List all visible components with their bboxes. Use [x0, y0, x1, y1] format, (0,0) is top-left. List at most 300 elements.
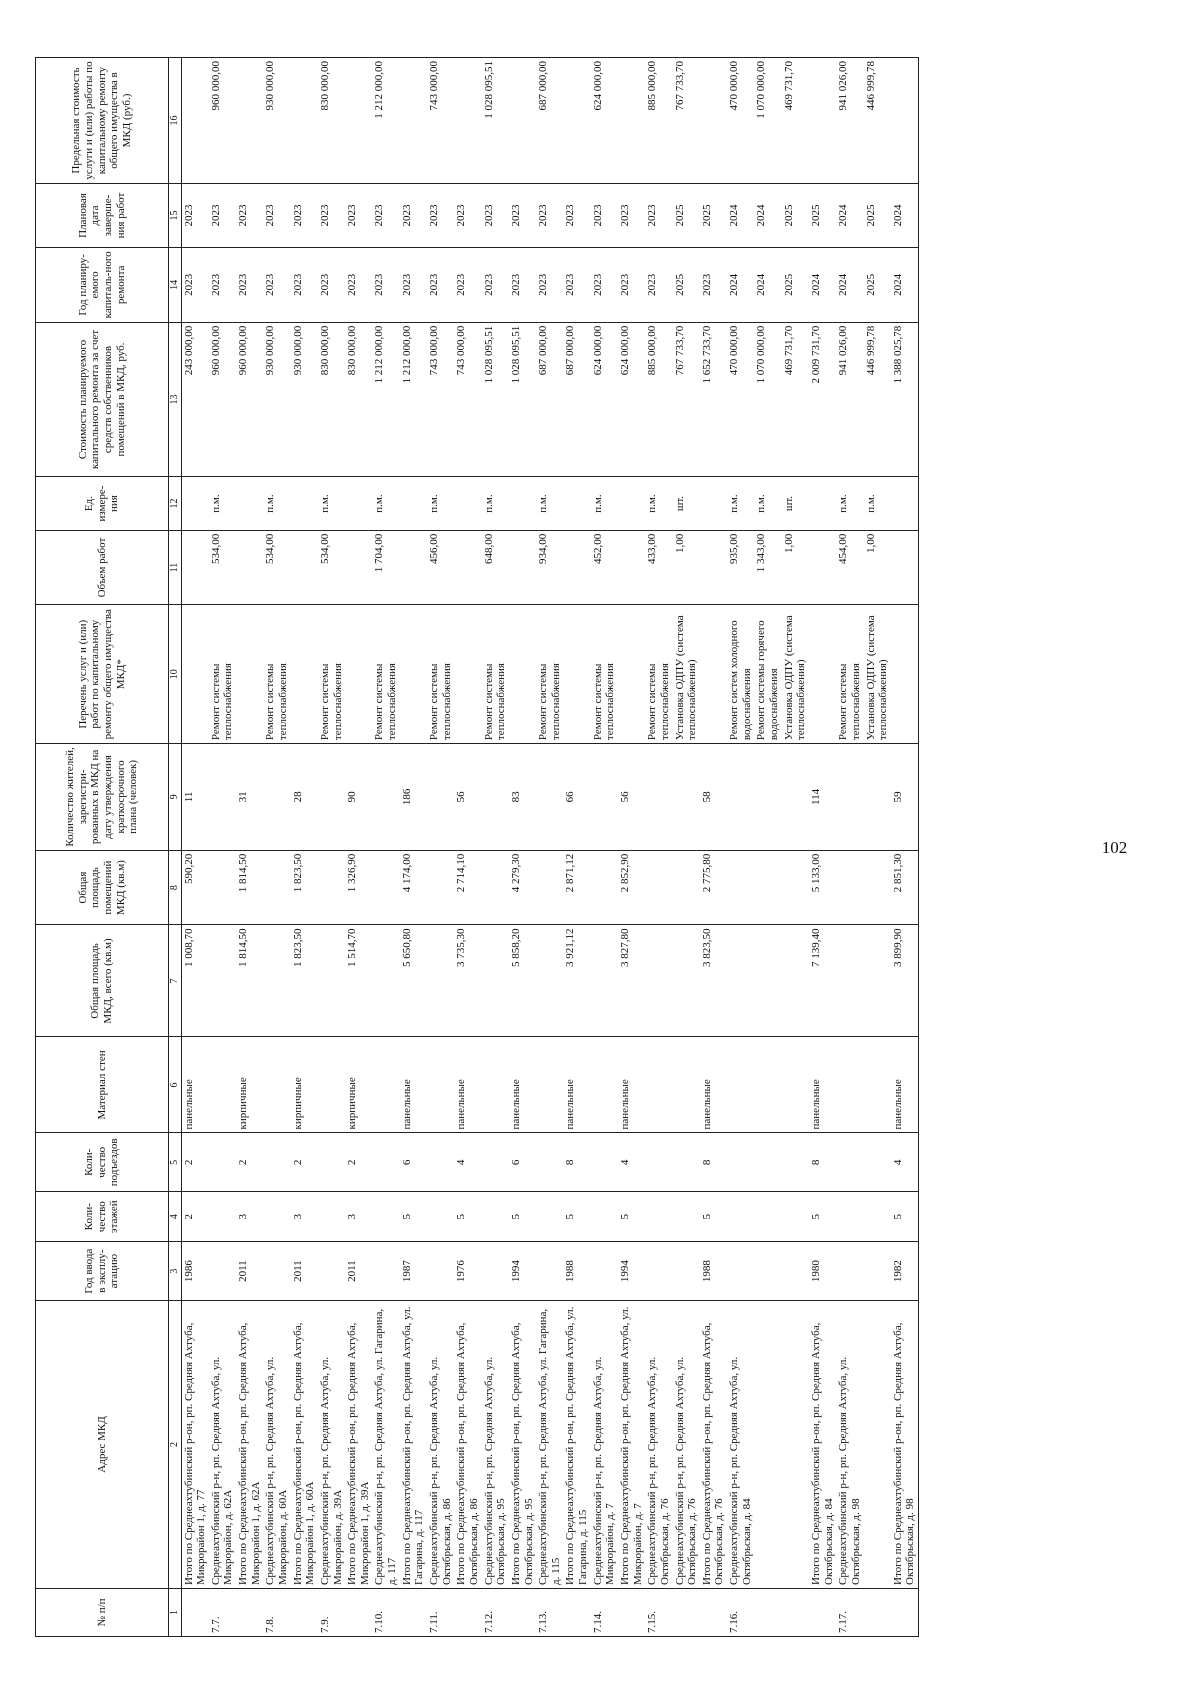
- table-cell: [400, 530, 427, 605]
- table-cell: 687 000,00: [563, 322, 590, 477]
- table-cell: [482, 1037, 509, 1133]
- table-cell: [673, 744, 700, 851]
- table-cell: Итого по Среднеахтубинский р-он, рп. Средняя Ахтуба, ул. Микрорайон, д. 7: [618, 1300, 645, 1588]
- table-cell: [727, 1037, 754, 1133]
- table-cell: [864, 925, 891, 1037]
- table-cell: 2025: [864, 248, 891, 323]
- table-cell: [673, 925, 700, 1037]
- table-cell: [891, 530, 919, 605]
- table-cell: [181, 58, 209, 184]
- table-cell: Итого по Среднеахтубинский р-он, рп. Средняя Ахтуба, Микрорайон 1, д. 62А: [236, 1300, 263, 1588]
- table-cell: 2024: [836, 184, 863, 248]
- table-cell: 1 814,50: [236, 925, 263, 1037]
- table-cell: 4: [891, 1133, 919, 1192]
- table-cell: [782, 925, 809, 1037]
- table-cell: [864, 744, 891, 851]
- table-cell: [427, 925, 454, 1037]
- table-cell: [209, 925, 236, 1037]
- table-cell: п.м.: [372, 477, 399, 530]
- table-cell: 1986: [181, 1242, 209, 1301]
- table-cell: 2023: [263, 248, 290, 323]
- table-cell: Среднеахтубинский р-н, рп. Средняя Ахтуба, ул. Микрорайон, д. 7: [591, 1300, 618, 1588]
- table-cell: 767 733,70: [673, 58, 700, 184]
- table-cell: [263, 1037, 290, 1133]
- table-cell: 5: [700, 1192, 727, 1242]
- table-cell: [591, 744, 618, 851]
- table-cell: 8: [563, 1133, 590, 1192]
- table-cell: панельные: [700, 1037, 727, 1133]
- table-cell: 456,00: [427, 530, 454, 605]
- table-cell: [727, 1133, 754, 1192]
- table-cell: 7.8.: [263, 1589, 290, 1637]
- table-cell: п.м.: [864, 477, 891, 530]
- table-cell: 56: [454, 744, 481, 851]
- table-cell: Среднеахтубинский р-н, рп. Средняя Ахтуба, ул. Микрорайон, д. 39А: [318, 1300, 345, 1588]
- table-row: [700, 58, 727, 1637]
- table-cell: 1 823,50: [291, 850, 318, 925]
- table-cell: [209, 744, 236, 851]
- table-cell: [645, 1242, 672, 1301]
- table-cell: 743 000,00: [427, 58, 454, 184]
- table-cell: [263, 744, 290, 851]
- table-cell: [809, 58, 836, 184]
- column-number: 10: [169, 605, 182, 744]
- table-cell: [864, 850, 891, 925]
- table-cell: кирпичные: [345, 1037, 372, 1133]
- table-cell: 534,00: [263, 530, 290, 605]
- table-cell: [809, 477, 836, 530]
- table-cell: 1 388 025,78: [891, 322, 919, 477]
- table-cell: 2023: [563, 184, 590, 248]
- table-cell: [782, 1133, 809, 1192]
- table-body: [181, 58, 919, 1637]
- table-cell: п.м.: [591, 477, 618, 530]
- table-cell: Ремонт системы горячего водоснабжения: [754, 605, 781, 744]
- table-cell: 590,20: [181, 850, 209, 925]
- table-cell: 58: [700, 744, 727, 851]
- table-cell: [345, 530, 372, 605]
- table-cell: 3: [236, 1192, 263, 1242]
- table-cell: 2024: [836, 248, 863, 323]
- table-cell: 1,00: [782, 530, 809, 605]
- table-cell: 2023: [536, 184, 563, 248]
- table-cell: [318, 925, 345, 1037]
- table-cell: [727, 850, 754, 925]
- table-cell: 2023: [291, 248, 318, 323]
- table-cell: 2: [181, 1133, 209, 1192]
- table-cell: [236, 1589, 263, 1637]
- table-cell: [236, 477, 263, 530]
- table-cell: 7.16.: [727, 1589, 754, 1637]
- column-header: Коли-чество этажей: [36, 1192, 169, 1242]
- page-number: 102: [1101, 838, 1128, 857]
- table-cell: 2025: [673, 248, 700, 323]
- table-cell: 7.9.: [318, 1589, 345, 1637]
- table-cell: 7.7.: [209, 1589, 236, 1637]
- table-cell: 2023: [482, 248, 509, 323]
- table-cell: [891, 1589, 919, 1637]
- table-cell: [454, 530, 481, 605]
- table-cell: Среднеахтубинский р-н, рп. Средняя Ахтуба, ул. Микрорайон, д. 62А: [209, 1300, 236, 1588]
- table-row: [209, 58, 236, 1637]
- table-cell: 2023: [645, 184, 672, 248]
- table-cell: 469 731,70: [782, 58, 809, 184]
- table-cell: [591, 925, 618, 1037]
- table-cell: 3: [291, 1192, 318, 1242]
- table-cell: [209, 850, 236, 925]
- table-cell: 2023: [345, 248, 372, 323]
- table-cell: п.м.: [836, 477, 863, 530]
- table-cell: 6: [509, 1133, 536, 1192]
- table-cell: 2024: [754, 248, 781, 323]
- table-cell: 452,00: [591, 530, 618, 605]
- table-cell: 1 212 000,00: [400, 322, 427, 477]
- table-cell: [427, 1242, 454, 1301]
- table-cell: 1987: [400, 1242, 427, 1301]
- table-cell: [864, 1192, 891, 1242]
- table-cell: 2023: [372, 184, 399, 248]
- table-cell: 2025: [782, 248, 809, 323]
- column-header: Предельная стоимость услуги и (или) работы по капитальному ремонту общего имущества в МКД (руб.): [36, 58, 169, 184]
- table-cell: [263, 925, 290, 1037]
- table-row: [754, 58, 781, 1637]
- column-header: Адрес МКД: [36, 1300, 169, 1588]
- table-cell: Ремонт системы теплоснабжения: [318, 605, 345, 744]
- table-cell: [454, 605, 481, 744]
- table-row: [673, 58, 700, 1637]
- table-cell: [727, 744, 754, 851]
- table-cell: [318, 1133, 345, 1192]
- table-cell: 3 823,50: [700, 925, 727, 1037]
- table-cell: 534,00: [318, 530, 345, 605]
- table-cell: 767 733,70: [673, 322, 700, 477]
- table-cell: 2023: [236, 184, 263, 248]
- table-cell: 1976: [454, 1242, 481, 1301]
- table-cell: Среднеахтубинский р-н, рп. Средняя Ахтуба, ул. Гагарина, д. 117: [372, 1300, 399, 1588]
- table-cell: 2023: [591, 248, 618, 323]
- table-cell: [509, 530, 536, 605]
- table-cell: [836, 925, 863, 1037]
- table-cell: [372, 850, 399, 925]
- table-cell: 2023: [509, 184, 536, 248]
- table-cell: [673, 1242, 700, 1301]
- table-cell: 6: [400, 1133, 427, 1192]
- column-number: 13: [169, 322, 182, 477]
- column-header: Плановая дата заверше-ния работ: [36, 184, 169, 248]
- table-cell: [482, 1133, 509, 1192]
- table-cell: 2023: [482, 184, 509, 248]
- table-cell: 469 731,70: [782, 322, 809, 477]
- table-row: [291, 58, 318, 1637]
- table-cell: [645, 850, 672, 925]
- column-header: Материал стен: [36, 1037, 169, 1133]
- table-cell: [372, 1037, 399, 1133]
- table-cell: 1 070 000,00: [754, 322, 781, 477]
- table-row: [891, 58, 919, 1637]
- table-cell: 1 652 733,70: [700, 322, 727, 477]
- table-cell: Ремонт системы теплоснабжения: [482, 605, 509, 744]
- table-cell: 243 000,00: [181, 322, 209, 477]
- table-cell: 1 070 000,00: [754, 58, 781, 184]
- table-cell: панельные: [400, 1037, 427, 1133]
- table-cell: [563, 58, 590, 184]
- table-cell: 1 823,50: [291, 925, 318, 1037]
- table-cell: Итого по Среднеахтубинский р-он, рп. Средняя Ахтуба, Октябрьская, д. 98: [891, 1300, 919, 1588]
- table-cell: 2: [236, 1133, 263, 1192]
- table-cell: [836, 1133, 863, 1192]
- table-cell: [400, 477, 427, 530]
- table-cell: 935,00: [727, 530, 754, 605]
- table-cell: Итого по Среднеахтубинский р-он, рп. Средняя Ахтуба, Микрорайон 1, д. 77: [181, 1300, 209, 1588]
- table-row: [427, 58, 454, 1637]
- table-cell: [809, 530, 836, 605]
- table-row: [591, 58, 618, 1637]
- table-cell: [509, 605, 536, 744]
- table-cell: [836, 744, 863, 851]
- table-cell: 2023: [318, 184, 345, 248]
- table-cell: [645, 744, 672, 851]
- table-cell: [400, 58, 427, 184]
- table-cell: [236, 605, 263, 744]
- table-cell: [836, 1192, 863, 1242]
- table-cell: [700, 530, 727, 605]
- table-cell: Среднеахтубинский р-н, рп. Средняя Ахтуба, ул. Микрорайон, д. 60А: [263, 1300, 290, 1588]
- table-cell: [645, 1037, 672, 1133]
- table-cell: [181, 1589, 209, 1637]
- table-cell: [673, 850, 700, 925]
- table-cell: [291, 58, 318, 184]
- table-cell: 186: [400, 744, 427, 851]
- table-cell: Ремонт системы теплоснабжения: [372, 605, 399, 744]
- table-cell: [891, 605, 919, 744]
- table-cell: [427, 1037, 454, 1133]
- table-cell: 5: [809, 1192, 836, 1242]
- table-cell: 2 852,90: [618, 850, 645, 925]
- column-header: Общая площадь МКД, всего (кв.м): [36, 925, 169, 1037]
- column-header: Год ввода в эксплу-атацию: [36, 1242, 169, 1301]
- column-number-row: [169, 58, 182, 1637]
- table-cell: Итого по Среднеахтубинский р-он, рп. Средняя Ахтуба, Октябрьская, д. 95: [509, 1300, 536, 1588]
- table-cell: 7.13.: [536, 1589, 563, 1637]
- table-cell: [536, 1037, 563, 1133]
- table-cell: [400, 1589, 427, 1637]
- table-row: [400, 58, 427, 1637]
- table-cell: Ремонт системы теплоснабжения: [536, 605, 563, 744]
- table-cell: панельные: [509, 1037, 536, 1133]
- table-cell: 2025: [700, 184, 727, 248]
- table-cell: [754, 1192, 781, 1242]
- table-cell: [891, 58, 919, 184]
- table-cell: 624 000,00: [591, 322, 618, 477]
- table-cell: 2024: [727, 248, 754, 323]
- table-cell: [782, 1242, 809, 1301]
- table-cell: 648,00: [482, 530, 509, 605]
- table-cell: [345, 1589, 372, 1637]
- table-cell: Установка ОДПУ (система теплоснабжения): [673, 605, 700, 744]
- table-cell: 2025: [782, 184, 809, 248]
- table-cell: 1988: [700, 1242, 727, 1301]
- table-cell: [591, 1192, 618, 1242]
- table-cell: 5: [509, 1192, 536, 1242]
- table-cell: [536, 1133, 563, 1192]
- table-cell: 941 026,00: [836, 58, 863, 184]
- table-row: [509, 58, 536, 1637]
- table-row: [645, 58, 672, 1637]
- table-cell: 83: [509, 744, 536, 851]
- table-cell: [782, 1037, 809, 1133]
- table-cell: [209, 1133, 236, 1192]
- table-cell: [864, 1242, 891, 1301]
- table-cell: [509, 477, 536, 530]
- table-cell: 2 775,80: [700, 850, 727, 925]
- table-cell: 2023: [209, 184, 236, 248]
- table-cell: [209, 1192, 236, 1242]
- table-cell: п.м.: [727, 477, 754, 530]
- table-cell: Ремонт системы теплоснабжения: [836, 605, 863, 744]
- column-header: Год планиру-емого капиталь-ного ремонта: [36, 248, 169, 323]
- table-cell: [673, 1037, 700, 1133]
- table-cell: Итого по Среднеахтубинский р-он, рп. Средняя Ахтуба, ул. Гагарина, д. 115: [563, 1300, 590, 1588]
- table-cell: [318, 1242, 345, 1301]
- table-cell: п.м.: [263, 477, 290, 530]
- table-cell: 2023: [618, 184, 645, 248]
- table-cell: 7.11.: [427, 1589, 454, 1637]
- table-row: [263, 58, 290, 1637]
- table-cell: 5: [400, 1192, 427, 1242]
- table-cell: 2023: [291, 184, 318, 248]
- table-cell: Ремонт системы теплоснабжения: [591, 605, 618, 744]
- table-cell: панельные: [618, 1037, 645, 1133]
- table-cell: [754, 1300, 781, 1588]
- column-number: 2: [169, 1300, 182, 1588]
- table-cell: 1 008,70: [181, 925, 209, 1037]
- table-cell: 624 000,00: [591, 58, 618, 184]
- table-cell: [754, 1133, 781, 1192]
- table-cell: Итого по Среднеахтубинский р-он, рп. Средняя Ахтуба, Микрорайон 1, д. 60А: [291, 1300, 318, 1588]
- table-cell: [291, 605, 318, 744]
- table-cell: [482, 744, 509, 851]
- table-cell: 3 899,90: [891, 925, 919, 1037]
- table-cell: панельные: [181, 1037, 209, 1133]
- table-cell: 2025: [809, 184, 836, 248]
- table-cell: [482, 925, 509, 1037]
- table-row: [236, 58, 263, 1637]
- table-cell: 2025: [673, 184, 700, 248]
- table-row: [345, 58, 372, 1637]
- table-cell: 2024: [727, 184, 754, 248]
- table-cell: панельные: [454, 1037, 481, 1133]
- table-cell: 7 139,40: [809, 925, 836, 1037]
- table-cell: 66: [563, 744, 590, 851]
- table-cell: 2024: [891, 248, 919, 323]
- table-cell: 1994: [618, 1242, 645, 1301]
- capital-repair-table: [35, 57, 919, 1637]
- table-cell: 454,00: [836, 530, 863, 605]
- table-cell: кирпичные: [291, 1037, 318, 1133]
- table-cell: [727, 925, 754, 1037]
- table-cell: Среднеахтубинский р-н, рп. Средняя Ахтуба, ул. Октябрьская, д. 76: [673, 1300, 700, 1588]
- table-cell: шт.: [673, 477, 700, 530]
- table-cell: 934,00: [536, 530, 563, 605]
- table-cell: 470 000,00: [727, 58, 754, 184]
- table-cell: [836, 1242, 863, 1301]
- table-cell: 960 000,00: [236, 322, 263, 477]
- table-cell: 2023: [236, 248, 263, 323]
- table-cell: 446 999,78: [864, 322, 891, 477]
- table-cell: [536, 925, 563, 1037]
- table-cell: п.м.: [427, 477, 454, 530]
- table-cell: [618, 1589, 645, 1637]
- table-row: [181, 58, 209, 1637]
- table-cell: 2 871,12: [563, 850, 590, 925]
- table-cell: Ремонт системы теплоснабжения: [645, 605, 672, 744]
- table-cell: 830 000,00: [318, 58, 345, 184]
- table-cell: [509, 1589, 536, 1637]
- table-cell: 2023: [263, 184, 290, 248]
- table-cell: Среднеахтубинский р-н, рп. Средняя Ахтуба, ул. Октябрьская, д. 95: [482, 1300, 509, 1588]
- table-cell: 885 000,00: [645, 58, 672, 184]
- table-cell: 7.12.: [482, 1589, 509, 1637]
- table-cell: 7.10.: [372, 1589, 399, 1637]
- column-number: 1: [169, 1589, 182, 1637]
- table-cell: 624 000,00: [618, 322, 645, 477]
- column-header: № п/п: [36, 1589, 169, 1637]
- table-cell: 1980: [809, 1242, 836, 1301]
- table-cell: 2023: [427, 248, 454, 323]
- table-cell: Итого по Среднеахтубинский р-он, рп. Средняя Ахтуба, Октябрьская, д. 84: [809, 1300, 836, 1588]
- table-cell: [836, 850, 863, 925]
- table-cell: шт.: [782, 477, 809, 530]
- table-row: [836, 58, 863, 1637]
- table-cell: 960 000,00: [209, 322, 236, 477]
- table-cell: 885 000,00: [645, 322, 672, 477]
- table-cell: [864, 1133, 891, 1192]
- table-cell: [181, 477, 209, 530]
- table-cell: [864, 1589, 891, 1637]
- table-cell: 4: [618, 1133, 645, 1192]
- table-cell: [372, 925, 399, 1037]
- table-cell: [454, 1589, 481, 1637]
- table-cell: [291, 477, 318, 530]
- table-cell: [673, 1133, 700, 1192]
- table-cell: 2011: [345, 1242, 372, 1301]
- table-row: [727, 58, 754, 1637]
- column-number: 12: [169, 477, 182, 530]
- table-cell: 2023: [536, 248, 563, 323]
- table-cell: Установка ОДПУ (система теплоснабжения): [782, 605, 809, 744]
- table-cell: [754, 925, 781, 1037]
- table-cell: [645, 1133, 672, 1192]
- table-cell: 2023: [400, 184, 427, 248]
- column-number: 16: [169, 58, 182, 184]
- table-cell: [754, 850, 781, 925]
- table-row: [454, 58, 481, 1637]
- table-cell: [345, 605, 372, 744]
- table-cell: 930 000,00: [263, 58, 290, 184]
- table-cell: 3 827,80: [618, 925, 645, 1037]
- table-cell: [782, 1192, 809, 1242]
- table-cell: [482, 1242, 509, 1301]
- table-cell: 2 851,30: [891, 850, 919, 925]
- table-cell: [372, 744, 399, 851]
- table-cell: [727, 1192, 754, 1242]
- table-cell: [536, 850, 563, 925]
- table-cell: 2011: [236, 1242, 263, 1301]
- table-cell: [563, 477, 590, 530]
- table-cell: [291, 1589, 318, 1637]
- table-cell: 2023: [563, 248, 590, 323]
- table-cell: 5 650,80: [400, 925, 427, 1037]
